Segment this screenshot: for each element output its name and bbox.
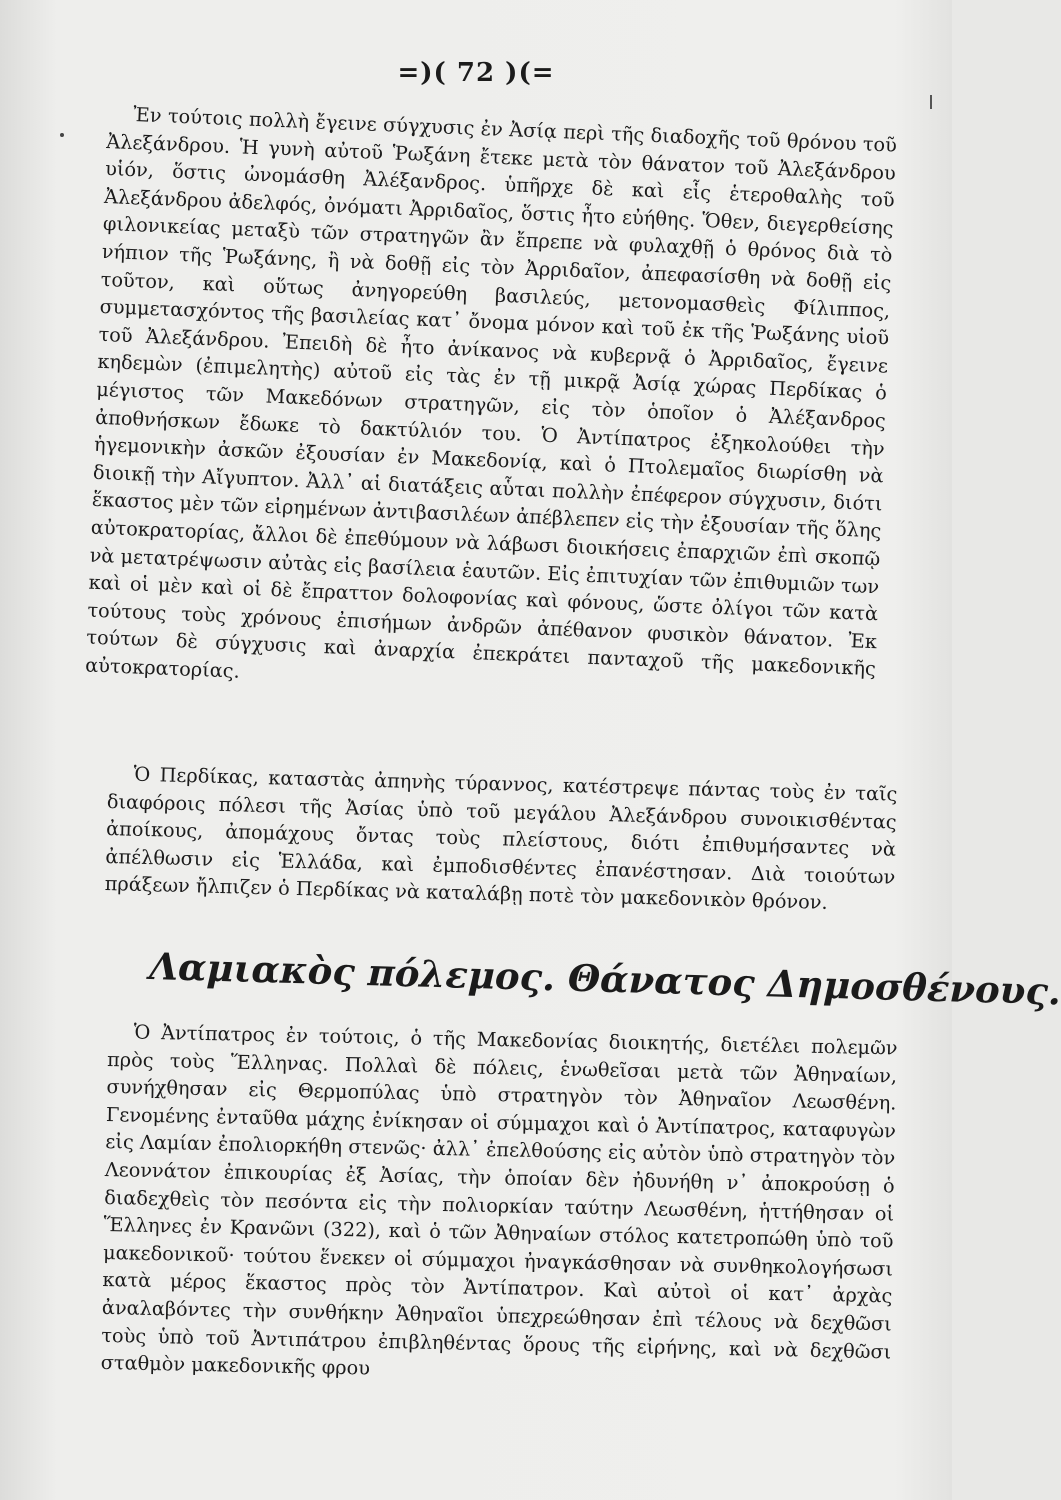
paragraph-block-2 (104, 760, 897, 919)
paragraph: Ὁ Περδίκας, καταστὰς ἀπηνὴς τύραννος, κατέστρεψε πάντας τοὺς ἐν ταῖς διαφόροις πόλεσι τῆς Ἀσίας ὑπὸ τοῦ μεγάλου Ἀλεξάνδρου συνοικισθέντας ἀποίκους, ἀπομάχους ὄντας τοὺς πλείστους, διότι ἐπιθυμήσαντες νὰ ἀπέλθωσιν εἰς Ἑλλάδα, καὶ ἐμποδισθέντες ἐπανέστησαν. Διὰ τοιούτων πράξεων ἤλπιζεν ὁ Περδίκας νὰ καταλάβῃ ποτὲ τὸν μακεδονικὸν θρόνον. (104, 762, 898, 915)
paragraph: Ἐν τούτοις πολλὴ ἔγεινε σύγχυσις ἐν Ἀσίᾳ περὶ τῆς διαδοχῆς τοῦ θρόνου τοῦ Ἀλεξάνδρου. Ἡ γυνὴ αὐτοῦ Ῥωξάνη ἔτεκε μετὰ τὸν θάνατον τοῦ Ἀλεξάνδρου υἱόν, ὅστις ὠνομάσθη Ἀλέξανδρος. ὑπῆρχε δὲ καὶ εἷς ἑτεροθαλὴς τοῦ Ἀλεξάνδρου ἀδελφός, ὀνόματι Ἀρριδαῖος, ὅστις ἦτο εὐήθης. Ὅθεν, διεγερθείσης φιλονικείας μεταξὺ τῶν στρατηγῶν ἂν ἔπρεπε νὰ φυλαχθῇ ὁ θρόνος διὰ τὸ νήπιον τῆς Ῥωξάνης, ἢ νὰ δοθῇ εἰς τὸν Ἀρριδαῖον, ἀπεφασίσθη νὰ δοθῇ εἰς τοῦτον, καὶ οὕτως ἀνηγορεύθη βασιλεύς, μετονομασθεὶς Φίλιππος, συμμετασχόντος τῆς βασιλείας κατ᾽ ὄνομα μόνον καὶ τοῦ ἐκ τῆς Ῥωξάνης υἱοῦ τοῦ Ἀλεξάνδρου. Ἐπειδὴ δὲ ἦτο ἀνίκανος νὰ κυβερνᾷ ὁ Ἀρριδαῖος, ἔγεινε κηδεμὼν (ἐπιμελητὴς) αὐτοῦ εἰς τὰς ἐν τῇ μικρᾷ Ἀσίᾳ χώρας Περδίκας ὁ μέγιστος τῶν Μακεδόνων στρατηγῶν, εἰς τὸν ὁποῖον ὁ Ἀλέξανδρος ἀποθνήσκων ἔδωκε τὸ δακτύλιόν του. Ὁ Ἀντίπατρος ἐξηκολούθει τὴν ἡγεμονικὴν ἀσκῶν ἐξουσίαν ἐν Μακεδονίᾳ, καὶ ὁ Πτολεμαῖος διωρίσθη νὰ διοικῇ τὴν Αἴγυπτον. Ἀλλ᾽ αἱ διατάξεις αὗται πολλὴν ἐπέφερον σύγχυσιν, διότι ἕκαστος μὲν τῶν εἰρημένων ἀντιβασιλέων ἀπέβλεπεν εἰς τὴν ἐξουσίαν τῆς ὅλης αὐτοκρατορίας, ἄλλοι δὲ ἐπεθύμουν νὰ λάβωσι διοικήσεις ἐπαρχιῶν ἐπὶ σκοπῷ νὰ μετατρέψωσιν αὐτὰς εἰς βασίλεια ἑαυτῶν. Εἰς ἐπιτυχίαν τῶν ἐπιθυμιῶν των καὶ οἱ μὲν καὶ οἱ δὲ ἔπραττον δολοφονίας καὶ φόνους, ὥστε ὀλίγοι τῶν κατὰ τούτους τοὺς χρόνους ἐπισήμων ἀνδρῶν ἀπέθανον φυσικὸν θάνατον. Ἐκ τούτων δὲ σύγχυσις καὶ ἀναρχία ἐπεκράτει πανταχοῦ τῆς μακεδονικῆς αὐτοκρατορίας. (84, 103, 898, 683)
page-number-header: =)( 72 )(= (397, 58, 555, 88)
edge-mark (930, 95, 932, 109)
paragraph-block-3 (100, 1018, 897, 1393)
paragraph: Ὁ Ἀντίπατρος ἐν τούτοις, ὁ τῆς Μακεδονίας διοικητής, διετέλει πολεμῶν πρὸς τοὺς Ἕλληνας. Πολλαὶ δὲ πόλεις, ἑνωθεῖσαι μετὰ τῶν Ἀθηναίων, συνήχθησαν εἰς Θερμοπύλας ὑπὸ στρατηγὸν τὸν Ἀθηναῖον Λεωσθένη. Γενομένης ἐνταῦθα μάχης ἐνίκησαν οἱ σύμμαχοι καὶ ὁ Ἀντίπατρος, καταφυγὼν εἰς Λαμίαν ἐπολιορκήθη στενῶς· ἀλλ᾽ ἐπελθούσης εἰς αὐτὸν ὑπὸ στρατηγὸν τὸν Λεοννάτον ἐπικουρίας ἐξ Ἀσίας, τὴν ὁποίαν δὲν ἠδυνήθη ν᾽ ἀποκρούσῃ ὁ διαδεχθεὶς τὸν πεσόντα εἰς τὴν πολιορκίαν ταύτην Λεωσθένη, ἡττήθησαν οἱ Ἕλληνες ἐν Κρανῶνι (322), καὶ ὁ τῶν Ἀθηναίων στόλος κατετροπώθη ὑπὸ τοῦ μακεδονικοῦ· τούτου ἕνεκεν οἱ σύμμαχοι ἠναγκάσθησαν νὰ συνθηκολογήσωσι κατὰ μέρος ἕκαστος πρὸς τὸν Ἀντίπατρον. Καὶ αὐτοὶ οἱ κατ᾽ ἀρχὰς ἀναλαβόντες τὴν συνθήκην Ἀθηναῖοι ὑπεχρεώθησαν ἐπὶ τέλους νὰ δεχθῶσι τοὺς ὑπὸ τοῦ Ἀντιπάτρου ἐπιβληθέντας ὅρους τῆς εἰρήνης, καὶ νὰ δεχθῶσι σταθμὸν μακεδονικῆς φρου (100, 1020, 898, 1380)
section-title: Λαμιακὸς πόλεμος. Θάνατος Δημοσθένους. (148, 944, 1061, 1014)
paragraph-block-1 (85, 100, 898, 711)
margin-speck (60, 133, 64, 137)
